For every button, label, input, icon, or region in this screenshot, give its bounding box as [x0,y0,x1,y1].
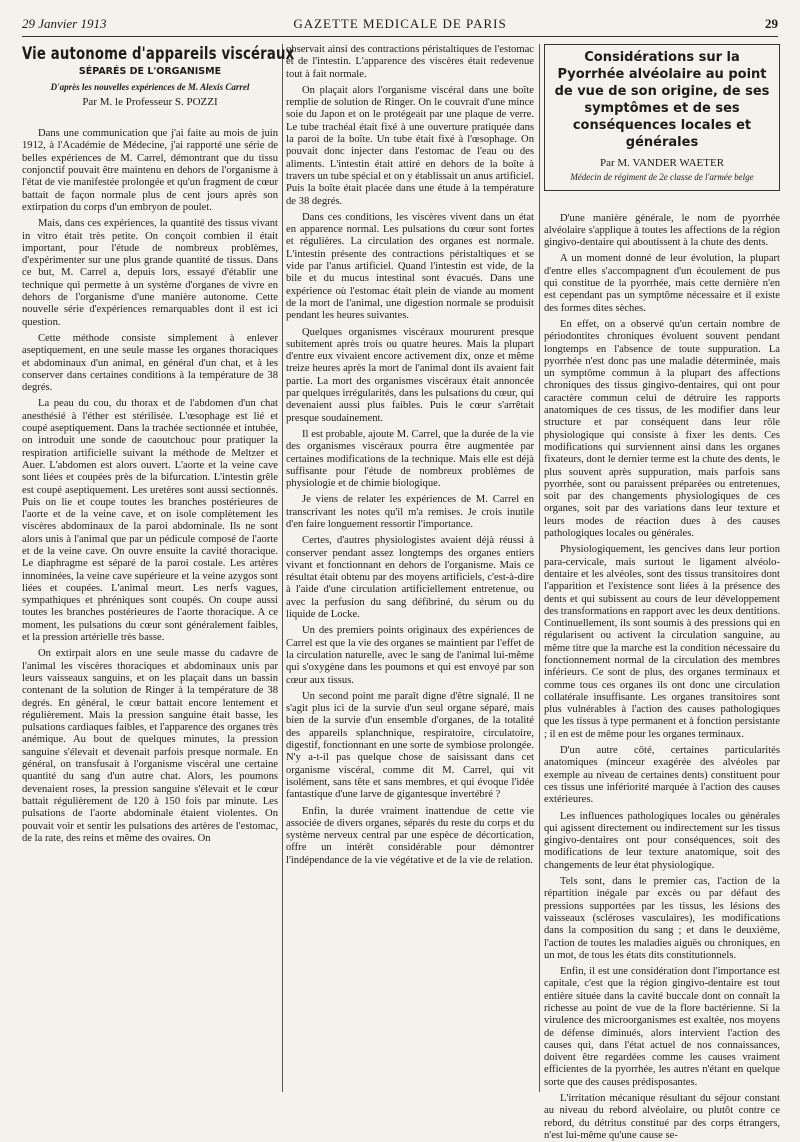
column-rule [282,44,283,1092]
column-2 [286,44,534,1094]
author-affiliation: Médecin de régiment de 2e classe de l'armée belge [570,172,754,183]
running-header [22,16,778,37]
paragraph: Physiologiquement, les gencives dans leur portion para-cervicale, mais surtout le ligament alvéolo-dentaire et les alvéoles, sont des tissus transitoires dont l'apparition et l'existence sont liées à la présence des dents et qui subissent au cours de leur développement des transformations en rapport avec les deux dentitions. Continuellement, ils sont soumis à des pressions qui en régularisent ou activent la circulation sanguine, au même titre que la marche est la condition nécessaire du fonctionnement normal de la circulation des membres inférieurs. Ce sont de plus, des organes terminaux et comme tous ces organes ils ont donc une circulation collatérale insuffisante. Les organes transitoires sont plus vulnérables à l'action des causes pathologiques que les tissus à type permanent et à fonction persistante ; il en est de même pour les organes terminaux. [544,544,780,740]
paragraph: Un des premiers points originaux des expériences de Carrel est que la vie des organes se maintient par l'effet de la circulation naturelle, avec le sang de l'animal lui-même qui s'oxygène dans les poumons et qui est envoyé par son cœur aux tissus. [286,625,534,686]
article-header-box [544,44,780,191]
paragraph: Mais, dans ces expériences, la quantité des tissus vivant in vitro était très petite. On conçoit combien il était important, pour l'étude de nombreux problèmes, d'expérimenter sur une plus grande quantité de tissus. Dans ce but, M. Carrel a, depuis lors, essayé d'établir une technique qui permette à un système d'organes de vivre en dehors de l'organisme d'une manière autonome. Cette nouvelle série d'expériences remarquables dont il est ici question. [22,218,278,328]
journal-title: GAZETTE MEDICALE DE PARIS [293,16,507,31]
paragraph: Dans une communication que j'ai faite au mois de juin 1912, à l'Académie de Médecine, j'ai rapporté une série de belles expériences de M. Carrel, démontrant que du tissu conjonctif pouvait être maintenu en dehors de l'organisme à l'état de vie manifestée prolongée et qu'un fragment de cœur battait de façon normale plus de cent jours après son extirpation du corps d'un embryon de poulet. [22,128,278,213]
paragraph: On plaçait alors l'organisme viscéral dans une boîte remplie de solution de Ringer. On le couvrait d'une mince soie du Japon et on le protégeait par une plaque de verre. Le tube trachéal était fixé à une ouverture pratiquée dans la paroi de la boîte. Un tube était fixé à l'œsophage. On pouvait donc injecter dans l'estomac de l'eau ou des aliments. L'intestin était attiré en dehors de la boîte à travers un tube spécial et on y établissait un anus artificiel. Puis la boîte était placée dans une étude à la température de 38 degrés. [286,84,534,207]
article-title: Considérations sur la Pyorrhée alvéolaire au point de vue de son origine, de ses symptômes et de ses conséquences locales et générales [554,50,770,150]
paragraph: La peau du cou, du thorax et de l'abdomen d'un chat anesthésié à l'éther est stérilisée. L'œsophage est lié et coupé aseptiquement. Dans la trachée sectionnée et intubée, on introduit une sonde de caoutchouc pour pratiquer la respiration artificielle suivant la méthode de Meltzer et Auer. L'abdomen est alors ouvert. L'aorte et la veine cave sont liées et coupées près de la bifurcation. L'intestin grêle est coupé aseptiquement. Les uretères sont aussi sectionnés. Puis on lie et coupe toutes les branches postérieures de l'aorte et de la veine cave, et on isole complètement les viscères abdominaux de la paroi abdominale. Ils ne sont alors unis à l'animal que par un pédicule composé de l'aorte et de la veine cave. On ouvre ensuite la cavité thoracique. Le diaphragme est séparé de la paroi costale. Les artères innominées, la veine cave supérieure et la veine azygos sont liées et coupées. L'animal meurt. Les nerfs vagues, sympathiques et phréniques sont coupés. On coupe aussi toutes les branches postérieures de l'aorte thoracique. A ce moment, les pulsations du cœur sont généralement faibles, et la pression artérielle très basse. [22,398,278,644]
article-title: Vie autonome d'appareils viscéraux [22,44,295,64]
column-rule [539,44,540,1092]
page-number: 29 [765,16,778,31]
paragraph: On extirpait alors en une seule masse du cadavre de l'animal les viscères thoraciques et abdominaux unis par leurs vaisseaux sanguins, et on les plaçait dans un bassin contenant de la solution de Ringer à la température de 38 degrés. En général, le cœur battait encore lentement et régulièrement. Mais la pression sanguine était basse, les pulsations cardiaques faibles, et l'apparence des organes très anémique. Au bout de quelques minutes, la pression sanguine s'élevait et devenait parfois presque normale. En général, on transfusait à l'organisme viscéral une certaine quantité du sang d'un autre chat. Alors, les poumons devenaient roses, la pression sanguine s'élevait et le cœur battait régulièrement de 120 à 150 fois par minute. Les pulsations de l'aorte abdominale étaient violentes. On pouvait voir et sentir les pulsations des artères de l'estomac, de la rate, des reins et même des ovaires. On [22,648,278,844]
paragraph: Cette méthode consiste simplement à enlever aseptiquement, en une seule masse les organes thoraciques et abdominaux d'un animal, en général d'un chat, et à les conserver dans certaines conditions à la température de 38 degrés. [22,332,278,394]
paragraph: L'irritation mécanique résultant du séjour constant au niveau du rebord alvéolaire, ou plutôt contre ce rebord, du détritus constitué par des corps étrangers, n'est lui-même qu'une cause se- [544,1093,780,1141]
paragraph: Les influences pathologiques locales ou générales qui agissent directement ou indirectement sur les tissus gingivo-dentaires ont pour conséquences, soit des modifications de leur texture anatomique, soit des changements de leur état physiologique. [544,810,780,871]
column-3 [544,44,780,1141]
paragraph: Un second point me paraît digne d'être signalé. Il ne s'agit plus ici de la survie d'un seul organe séparé, mais bien de la survie d'un ensemble d'organes, de la totalité des appareils splanchnique, respiratoire, circulatoire, digestif, fonctionnant en une sorte de symbiose prolongée. N'y a-t-il pas quelque chose de saisissant dans cet organisme viscéral, comme dit M. Carrel, qui vit isolément, sans tête et sans membres, et qui évoque l'idée fantastique d'une larve de gigantesque invertébré ? [286,690,534,801]
paragraph: Quelques organismes viscéraux moururent presque subitement après trois ou quatre heures. Mais la plupart d'entre eux vivaient encore activement dix, onze et même treize heures après la mort de l'animal dont ils avaient fait partie. La mort des organismes viscéraux était annoncée par quelques irrégularités, dans les pulsations du cœur, qui devenaient aussi plus faibles. Puis le cœur s'arrêtait presque soudainement. [286,326,534,424]
paragraph: Tels sont, dans le premier cas, l'action de la répartition inégale par excès ou par défaut des pressions supportées par les tissus, les lésions des vaisseaux (scléroses vasculaires), les modifications dans la composition du sang ; et dans le deuxième, l'action de toutes les maladies aiguës ou chroniques, en un mot, de tous les états dits constitutionnels. [544,876,780,961]
paragraph: A un moment donné de leur évolution, la plupart d'entre elles s'accompagnent d'un écoulement de pus qui constitue de la pyorrhée, mais cette dernière n'en est cependant pas un symptôme nécessaire et il existe des formes dites sèches. [544,253,780,314]
issue-date: 29 Janvier 1913 [22,16,107,31]
paragraph: Je viens de relater les expériences de M. Carrel en transcrivant les notes qu'il m'a remises. Je crois inutile d'en faire longuement ressortir l'importance. [286,494,534,530]
paragraph: Enfin, la durée vraiment inattendue de cette vie associée de divers organes, séparés du reste du corps et du système nerveux central par une espèce de décortication, offre un intérêt considérable pour démontrer l'indépendance de la vie végétative et de la vie de relation. [286,805,534,866]
article-subtitle-secondary: D'après les nouvelles expériences de M. Alexis Carrel [50,81,250,92]
paragraph: D'une manière générale, le nom de pyorrhée alvéolaire s'applique à toutes les affections de la région gingivo-dentaire qui aboutissent à la chute des dents. [544,212,780,249]
paragraph: En effet, on a observé qu'un certain nombre de périodontites chroniques évoluent souvent pendant longtemps en l'absence de toute suppuration. La pyorrhée n'est donc pas une maladie déterminée, mais un symptôme commun à la plupart des affections chroniques des tissus gingivo-dentaires, qui ont pour caractère commun celui de détruire les rapports anatomiques de ces tissus, de les modifier dans leur structure et par conséquent dans leur rôle physiologique qui consiste à fixer les dents. Ces modifications qui surviennent ainsi dans les organes fixateurs, dont le dernier terme est la chute des dents, le plus souvent après suppuration, mais parfois sans pyorrhée, sont ou paraissent préparées ou entretenues, soit par des changements physiologiques de ces organes, soit par des variations dans leur texture et leurs modes de réaction dues à des causes pathologiques locales ou générales. [544,318,780,540]
paragraph: Enfin, il est une considération dont l'importance est capitale, c'est que la région gingivo-dentaire est tout entière située dans la cavité buccale dont on connaît la richesse au point de vue de la flore bactérienne. Si la virulence des microorganismes est exaltée, nos moyens de défense diminués, alors intervient l'action des causes qui, dans l'état actuel de nos connaissances, doivent être regardées comme les causes vraiment efficientes de la pyorrhée, les autres n'étant en quelque sorte que des causes prédisposantes. [544,966,780,1088]
article-author: Par M. VANDER WAETER [599,157,725,169]
paragraph: Dans ces conditions, les viscères vivent dans un état en apparence normal. Les pulsations du cœur sont fortes et régulières. La circulation des organes est normale. L'intestin présente des contractions péristaltiques et se vide par l'anus artificiel. Quand l'intestin est vide, de la bile et du mucus intestinal sont évacués. Dans une expérience où l'estomac était plein de viande au moment de la mort de l'animal, une digestion normale se produisit pendant les heures suivantes. [286,211,534,322]
paragraph: Il est probable, ajoute M. Carrel, que la durée de la vie des organismes viscéraux pourra être augmentée par certaines modifications de la technique. Mais elle est déjà suffisante pour l'étude de nombreux problèmes de physiologie et de chimie biologique. [286,428,534,490]
paragraph: Certes, d'autres physiologistes avaient déjà réussi à conserver pendant assez longtemps des organes entiers vivant et fonctionnant en dehors de l'organisme. Mais ce résultat était obtenu par des moyens artificiels, c'est-à-dire à l'aide d'une circulation artificiellement entretenue, ou avec la perfusion du sang défibriné, du sérum ou du liquide de Locke. [286,535,534,621]
paragraph: observait ainsi des contractions péristaltiques de l'estomac et de l'intestin. L'apparence des viscères était redevenue tout à fait normale. [286,44,534,80]
article-author: Par M. le Professeur S. POZZI [82,95,218,108]
article-subtitle: SÉPARÉS DE L'ORGANISME [78,66,222,78]
paragraph: D'un autre côté, certaines particularités anatomiques (minceur exagérée des alvéoles par exemple au niveau de certaines dents) constituent pour ces tissus une infériorité marquée à l'action des causes extérieures. [544,745,780,806]
column-1 [22,44,295,1094]
